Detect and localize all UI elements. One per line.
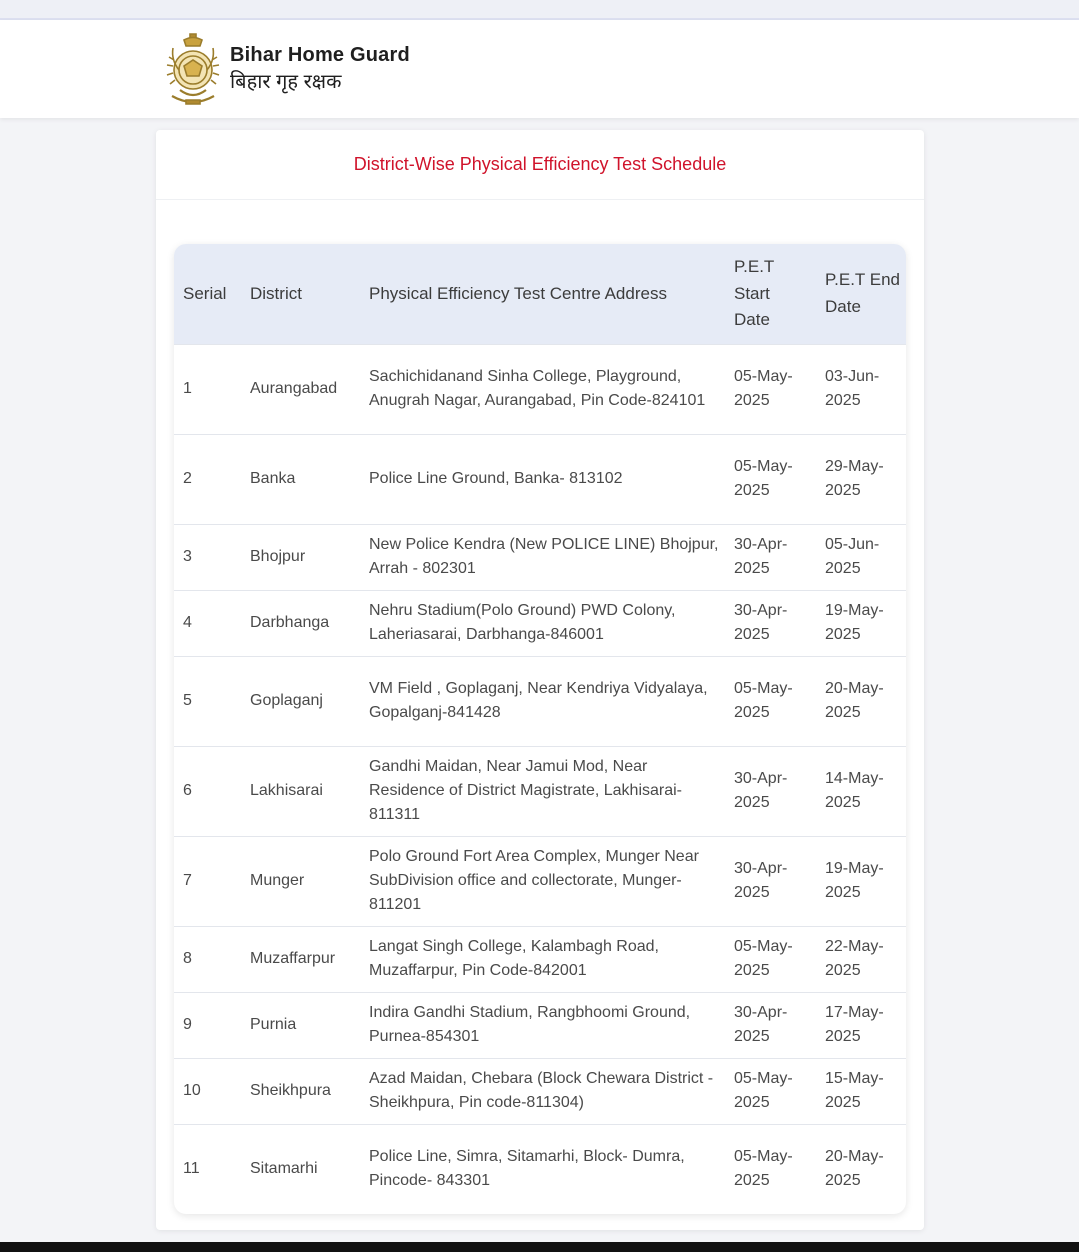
cell-address: Azad Maidan, Chebara (Block Chewara District - Sheikhpura, Pin code-811304) xyxy=(360,1058,725,1124)
cell-start-date: 05-May-2025 xyxy=(725,1058,816,1124)
cell-start-date: 30-Apr-2025 xyxy=(725,746,816,836)
cell-serial: 10 xyxy=(174,1058,241,1124)
table-row xyxy=(174,590,906,656)
bottom-bar xyxy=(0,1242,1079,1252)
schedule-title: District-Wise Physical Efficiency Test Schedule xyxy=(156,130,924,200)
cell-district: Bhojpur xyxy=(241,524,360,590)
cell-end-date: 15-May-2025 xyxy=(816,1058,906,1124)
cell-district: Purnia xyxy=(241,992,360,1058)
cell-serial: 2 xyxy=(174,434,241,524)
table-row xyxy=(174,434,906,524)
cell-end-date: 05-Jun-2025 xyxy=(816,524,906,590)
cell-start-date: 05-May-2025 xyxy=(725,434,816,524)
cell-serial: 6 xyxy=(174,746,241,836)
cell-district: Sitamarhi xyxy=(241,1124,360,1214)
cell-start-date: 05-May-2025 xyxy=(725,1124,816,1214)
table-row xyxy=(174,926,906,992)
cell-end-date: 20-May-2025 xyxy=(816,1124,906,1214)
brand-name-hindi: बिहार गृह रक्षक xyxy=(230,71,342,93)
schedule-table xyxy=(174,244,906,1214)
cell-start-date: 30-Apr-2025 xyxy=(725,524,816,590)
cell-address: Indira Gandhi Stadium, Rangbhoomi Ground, Purnea-854301 xyxy=(360,992,725,1058)
cell-address: Police Line, Simra, Sitamarhi, Block- Dumra, Pincode- 843301 xyxy=(360,1124,725,1214)
table-row xyxy=(174,836,906,926)
cell-address: VM Field , Goplaganj, Near Kendriya Vidyalaya, Gopalganj-841428 xyxy=(360,656,725,746)
cell-serial: 9 xyxy=(174,992,241,1058)
cell-address: Sachichidanand Sinha College, Playground, Anugrah Nagar, Aurangabad, Pin Code-824101 xyxy=(360,344,725,434)
column-header-district: District xyxy=(250,283,302,303)
cell-start-date: 05-May-2025 xyxy=(725,344,816,434)
cell-start-date: 30-Apr-2025 xyxy=(725,836,816,926)
cell-start-date: 30-Apr-2025 xyxy=(725,590,816,656)
cell-end-date: 03-Jun-2025 xyxy=(816,344,906,434)
cell-district: Munger xyxy=(241,836,360,926)
cell-end-date: 19-May-2025 xyxy=(816,836,906,926)
cell-address: Langat Singh College, Kalambagh Road, Muzaffarpur, Pin Code-842001 xyxy=(360,926,725,992)
cell-address: New Police Kendra (New POLICE LINE) Bhojpur, Arrah - 802301 xyxy=(360,524,725,590)
top-strip xyxy=(0,0,1079,20)
table-row xyxy=(174,1058,906,1124)
cell-district: Muzaffarpur xyxy=(241,926,360,992)
cell-end-date: 19-May-2025 xyxy=(816,590,906,656)
bihar-home-guard-emblem-icon[interactable] xyxy=(162,30,224,106)
cell-end-date: 14-May-2025 xyxy=(816,746,906,836)
cell-serial: 11 xyxy=(174,1124,241,1214)
table-row xyxy=(174,524,906,590)
table-row xyxy=(174,746,906,836)
cell-address: Polo Ground Fort Area Complex, Munger Near SubDivision office and collectorate, Munger-811201 xyxy=(360,836,725,926)
cell-district: Darbhanga xyxy=(241,590,360,656)
cell-serial: 7 xyxy=(174,836,241,926)
cell-end-date: 22-May-2025 xyxy=(816,926,906,992)
table-header-row xyxy=(174,244,906,344)
cell-serial: 3 xyxy=(174,524,241,590)
column-header-address: Physical Efficiency Test Centre Address xyxy=(369,283,667,303)
cell-end-date: 29-May-2025 xyxy=(816,434,906,524)
cell-end-date: 17-May-2025 xyxy=(816,992,906,1058)
cell-serial: 8 xyxy=(174,926,241,992)
schedule-table-container[interactable] xyxy=(174,244,906,1214)
table-row xyxy=(174,1124,906,1214)
cell-district: Aurangabad xyxy=(241,344,360,434)
table-row xyxy=(174,344,906,434)
cell-end-date: 20-May-2025 xyxy=(816,656,906,746)
cell-address: Gandhi Maidan, Near Jamui Mod, Near Residence of District Magistrate, Lakhisarai-811311 xyxy=(360,746,725,836)
cell-start-date: 30-Apr-2025 xyxy=(725,992,816,1058)
cell-address: Nehru Stadium(Polo Ground) PWD Colony, Laheriasarai, Darbhanga-846001 xyxy=(360,590,725,656)
brand-name-english: Bihar Home Guard xyxy=(230,44,410,66)
table-row xyxy=(174,656,906,746)
cell-start-date: 05-May-2025 xyxy=(725,656,816,746)
cell-district: Banka xyxy=(241,434,360,524)
table-row xyxy=(174,992,906,1058)
cell-address: Police Line Ground, Banka- 813102 xyxy=(360,434,725,524)
column-header-start-date: P.E.T Start Date xyxy=(734,257,775,329)
cell-district: Goplaganj xyxy=(241,656,360,746)
schedule-card xyxy=(156,130,924,1230)
cell-district: Lakhisarai xyxy=(241,746,360,836)
cell-serial: 4 xyxy=(174,590,241,656)
site-header xyxy=(0,20,1079,118)
cell-serial: 5 xyxy=(174,656,241,746)
column-header-end-date: P.E.T End Date xyxy=(825,270,900,316)
cell-start-date: 05-May-2025 xyxy=(725,926,816,992)
column-header-serial: Serial xyxy=(183,283,227,303)
cell-district: Sheikhpura xyxy=(241,1058,360,1124)
cell-serial: 1 xyxy=(174,344,241,434)
